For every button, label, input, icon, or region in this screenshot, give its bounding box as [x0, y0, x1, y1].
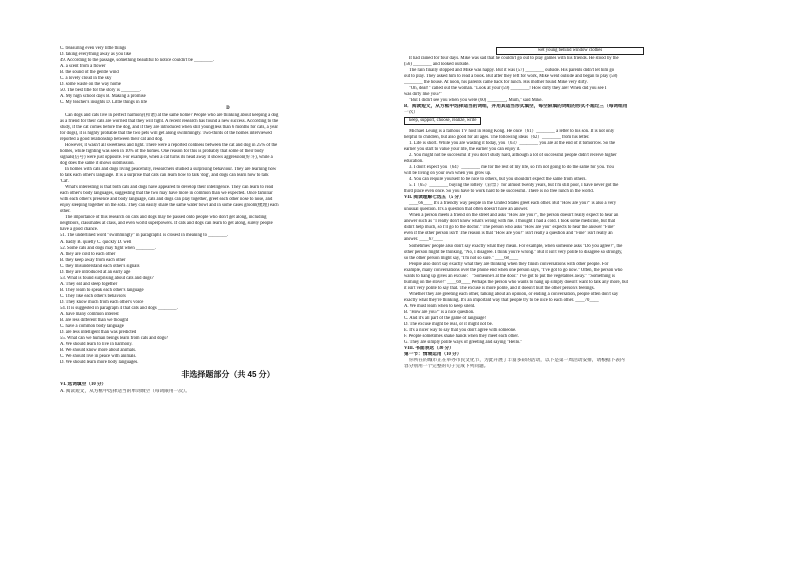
paragraph-line: neighbors, classmates at class, and even world superpowers. If cats and dogs can learn to get along, surely people	[60, 221, 273, 227]
option-line: C. And it's all part of the game of language!	[404, 316, 487, 322]
paragraph-line: will be living on your own when you grow up.	[404, 170, 492, 176]
paragraph-line: wants to hang up gives an excuse： "Someone's at the door." I've got to put the vegetables away." "Something is	[404, 273, 615, 279]
question-54: 54. It is suggested in paragraph 4 that cats and dogs ________.	[60, 306, 178, 312]
option-line: E. It's a nicer way to say that you don't agree with someone.	[404, 328, 517, 334]
option-line: F. People sometimes shake hands when they meet each other.	[404, 334, 519, 340]
paragraph-line: third place even once. So you have to work hard to be successful. There is no free lunch in the world.	[404, 189, 594, 195]
paragraph-line: (56) ________ and looked outside.	[404, 61, 470, 67]
paragraph-line: 5. I（65）________ buying the lottery（彩票）for almost twenty years, but I'm still poor, I have never got the	[409, 183, 619, 189]
word-box: wet young behind window clothes	[496, 47, 644, 55]
option-line: C. They like each other's behaviors	[60, 293, 126, 299]
option-line: B. They learn to speak each other's language	[60, 287, 144, 293]
paragraph-line: Can dogs and cats live in perfect harmony(和谐) at the same home? People who are thinking about keeping a dog	[65, 112, 279, 118]
paragraph-line: unusual question. It's a question that often doesn't have an answer.	[404, 207, 529, 213]
option-line: A. They eat and sleep together	[60, 281, 118, 287]
section-viii-part1-title: 第一节：情境运用（10 分）	[404, 352, 462, 358]
paragraph-line: Michael Leung is a famous TV host in Hong Kong. He once（61）________ a letter to his son. It is not only	[409, 128, 615, 134]
section-b-instruction-cont: 一次）	[404, 109, 419, 115]
paragraph-line: didn't help much, so I'll go to the doctor." The person who asks "How are you" expects to hear the answer "Fine"	[404, 225, 616, 231]
passage-vii	[404, 201, 740, 304]
option-line: B. We should know more about animals.	[60, 348, 137, 354]
paragraph-line: 3. I don't expect you（64）________ me for the rest of my life, so I'm not going to do the same for you. You	[409, 164, 614, 170]
passage-d-heading: D	[226, 106, 230, 112]
paragraph-line: 4. You can require yourself to be nice to others, but you shouldn't expect the same from others.	[409, 176, 587, 182]
paragraph-line: In homes with cats and dogs living peacefully, researchers studied a surprising behaviour. They are learning how	[65, 166, 277, 172]
left-column	[60, 46, 396, 395]
paragraph-line: Whether they are greeting each other, talking about an opinion, or ending a conversation, people often don't say	[409, 291, 619, 297]
option-line: D. The excuse might be real, or it might not be.	[404, 322, 493, 328]
passage-c-questions	[60, 46, 396, 106]
option-line: B. are less different than we thought	[60, 318, 128, 324]
paragraph-line: it isn't very polite to say that. The excuse is more polite, and it doesn't hurt the other person's feelings.	[404, 285, 595, 291]
option-line: C. a lovely cloud in the sky	[60, 76, 112, 82]
paragraph-line: other.	[60, 209, 71, 215]
paragraph-line: so the other person might say, "I'm not so sure." ____68____	[404, 255, 519, 261]
paragraph-line: burning on the stove!" ____69____ Perhaps the person who wants to hang up simply doesn't want to talk any more, but	[404, 279, 628, 285]
option-line: A. We should learn to live in harmony.	[60, 342, 133, 348]
question-49: 49. According to the passage, something beautiful to notice couldn't be ________.	[60, 58, 214, 64]
phrase-box: keep, support, choose, realize, write	[404, 117, 481, 125]
option-line: B. they keep away from each other	[60, 257, 126, 263]
paragraph-line: People also don't say exactly what they are thinking when they finish conversations with other people. For	[409, 261, 609, 267]
question-50: 50. The best title for the story is ________.	[60, 88, 141, 94]
paragraph-line: enjoy sleeping together on the sofa. They can easily share the same water bowl and in some cases groom(梳理) each	[60, 203, 279, 209]
paragraph-line: reported a good relationship between their cat and dog.	[60, 136, 164, 142]
paragraph-line: The rain finally stopped and Mike was happy. But it was (57) ________ outside. His parents didn't let him go	[409, 67, 615, 73]
paragraph-line: 'Cat'.	[60, 179, 70, 185]
option-line: A. My high school days B. Making a promise	[60, 94, 146, 100]
option-line: A. a scent from a flower	[60, 64, 106, 70]
paragraph-line: even if the other person isn't! The reason is that "How are you?" isn't really a question and "Fine" isn't really an	[404, 231, 613, 237]
passage-b	[404, 129, 740, 196]
option-line: D. We should learn more body languages.	[60, 360, 139, 366]
passage-d	[60, 113, 396, 234]
option-line: G. They are simply polite ways of greeting and saying "Hello."	[404, 340, 523, 346]
option-line: B. the sound of the gentle wind	[60, 70, 119, 76]
paragraph-line: 2. You might not be successful if you don't study hard, although a lot of successful people didn't receive higher	[409, 152, 617, 158]
paragraph-line: "Oh, dear!" called out the woman. "Look at your (59) ________! How dirty they are! When did you see I	[409, 85, 607, 91]
paragraph-line: out to play. They asked him to read a book. But after they left for work, Mike went outside and began to play (58)	[404, 73, 618, 79]
option-line: B. "How are you?" is a nice question.	[404, 310, 475, 316]
non-choice-section-title: 非选择题部分（共 45 分）	[181, 370, 275, 380]
paragraph-line: exactly what they're thinking. It's an important way that people try to be nice to each other. ____70____	[404, 297, 599, 303]
section-vi-a-instruction: A. 阅读短文，从方框中选择适当的单词填空（每词限用一次）。	[60, 388, 190, 394]
paragraph-line: dog does the same it shows submission.	[60, 160, 135, 166]
paragraph-line: ________ the house. At noon, his parents came back for lunch. His mother found Mike very dirty.	[404, 79, 588, 85]
paragraph-line: signals(信号) were just opposite. For example, when a cat turns its head away it shows aggression(好斗), while a	[60, 154, 273, 160]
text-line: C. treasuring even very little things	[60, 46, 127, 51]
section-viii-title: VIII. 书面表达（30 分）	[404, 346, 454, 352]
paragraph-line: However, it wasn't all sweetness and light. There were a reported coldness between the cat and dog in 25% of the	[65, 142, 278, 148]
section-vi-title: VI. 选词填空（10 分）	[60, 382, 107, 388]
option-line: A. have many common interest	[60, 312, 119, 318]
paragraph-line: 1. Life is short. While you are wasting it today, you（63）________ you are at the end of it tomorrow. So the	[409, 140, 616, 146]
option-line: A. badly B. quietly C. quickly D. well	[60, 239, 132, 245]
options-vii	[404, 304, 740, 346]
option-line: D. They know much from each other's voice	[60, 299, 144, 305]
paragraph-line: as a friend for their cats are worried that they will fight. A recent research has found a new success. According to the	[60, 118, 279, 124]
option-line: D. are less intelligent than was predicted	[60, 330, 137, 336]
paragraph-line: with each other's presence and body language, cats and dogs can play together, greet each other nose to nose, and	[60, 197, 273, 203]
paragraph-line: answer such as "I really don't know what's wrong with me. I thought I had a cold. I took some medicine, but that	[404, 219, 615, 225]
section-viii-instruction: 你所在的城市正在举办市民文化节，为此开展了丰富多彩的活动，以下是第一周活动安排，请根据下表内	[409, 358, 625, 364]
option-line: C. they misunderstand each other's signals	[60, 263, 140, 269]
question-51: 51. The underlined word "swimmingly" in paragraph1 is closest in meaning to ________.	[60, 233, 229, 239]
passage-a	[404, 56, 740, 104]
paragraph-line: study, if the cat comes before the dog, and if they are introduced when still young(less than 6 months for cats, a year	[60, 124, 278, 130]
paragraph-line: earlier you start to value your life, the earlier you can enjoy it.	[404, 146, 521, 152]
paragraph-line: When a person meets a friend on the street and asks "How are you?", the person doesn't really expect to hear an	[409, 213, 619, 219]
question-53: 53. What is found surprising about cats and dogs?	[60, 275, 154, 281]
paragraph-line: other person might be thinking, "No, I disagree. I think you're wrong." But it isn't very polite to disagree so strongly,	[404, 249, 623, 255]
paragraph-line: "But I didn't see you when you were (60) ________, Mum," said Mike.	[409, 97, 543, 103]
right-column	[404, 46, 740, 370]
section-b-instruction: B．阅读短文，从方框中选择适当的词组，并用其适当形式填空，每空限填的词组的形式不超过三（每词组用	[404, 103, 628, 109]
paragraph-line: have a good chance.	[60, 227, 99, 233]
paragraph-line: helpful to children, but also good for all ages. The following ideas（62）________ from his letter.	[404, 134, 590, 140]
option-line: C. My teacher's insights D. Little things in life	[60, 100, 148, 106]
paragraph-line: for dogs), it is highly probable that the two pets will get along swimmingly. Two-thirds of the homes interviewed	[60, 130, 272, 136]
option-line: D. they are introduced at an early age	[60, 269, 131, 275]
paragraph-line: example, many conversations over the phone end when one person says, "I've got to go now." Often, the person who	[404, 267, 623, 273]
option-line: A. they are cold to each other	[60, 251, 116, 257]
paragraph-line: each other's body languages, suggesting that the two may have more in common than we expected. Once familiar	[60, 191, 273, 197]
paragraph-line: It had rained for four days. Mike was sad that he couldn't go out to play games with his friends. He stood by the	[409, 55, 619, 61]
passage-d-questions	[60, 233, 396, 366]
section-vii-title: VII. 阅读理解七选五（5 分）	[404, 195, 464, 201]
question-55: 55. What can we human beings learn from cats and dogs?	[60, 336, 169, 342]
option-line: C. have a common body language	[60, 324, 124, 330]
paragraph-line: answer. ____67____	[404, 237, 443, 243]
paragraph-line: The importance of this research on cats and dogs may be passed onto people who don't get along, including	[65, 215, 267, 221]
paragraph-line: Sometimes' people also don't say exactly what they mean. For example, when someone asks "Do you agree?", the	[409, 243, 623, 249]
paragraph-line: to talk each other's language. It is a surprise that cats can learn how to talk 'dog', and dogs can learn how to talk	[60, 172, 269, 178]
paragraph-line: What's interesting is that both cats and dogs have appeared to develop their intelligence. They can learn to read	[65, 185, 274, 191]
text-line: D. taking everything away as you like	[60, 52, 132, 58]
option-line: A. We must learn when to keep silent.	[404, 303, 476, 309]
paragraph-line: ____66____ It's a friendly way people in the United States greet each other. But "How are you?" is also a very	[409, 201, 617, 207]
question-52: 52. Some cats and dogs may fight when ________.	[60, 245, 156, 251]
paragraph-line: education.	[404, 158, 424, 164]
paragraph-line: was dirty like you?"	[404, 91, 442, 97]
section-viii-instruction-cont: 容分别用一个完整的句子完成下列问题。	[404, 364, 489, 370]
paragraph-line: homes, while fighting was seen in 10% of the homes. One reason for this is probably that some of their body	[60, 148, 264, 154]
option-line: D. some waste on the way home	[60, 82, 121, 88]
option-line: C. We should live in peace with animals.	[60, 354, 137, 360]
